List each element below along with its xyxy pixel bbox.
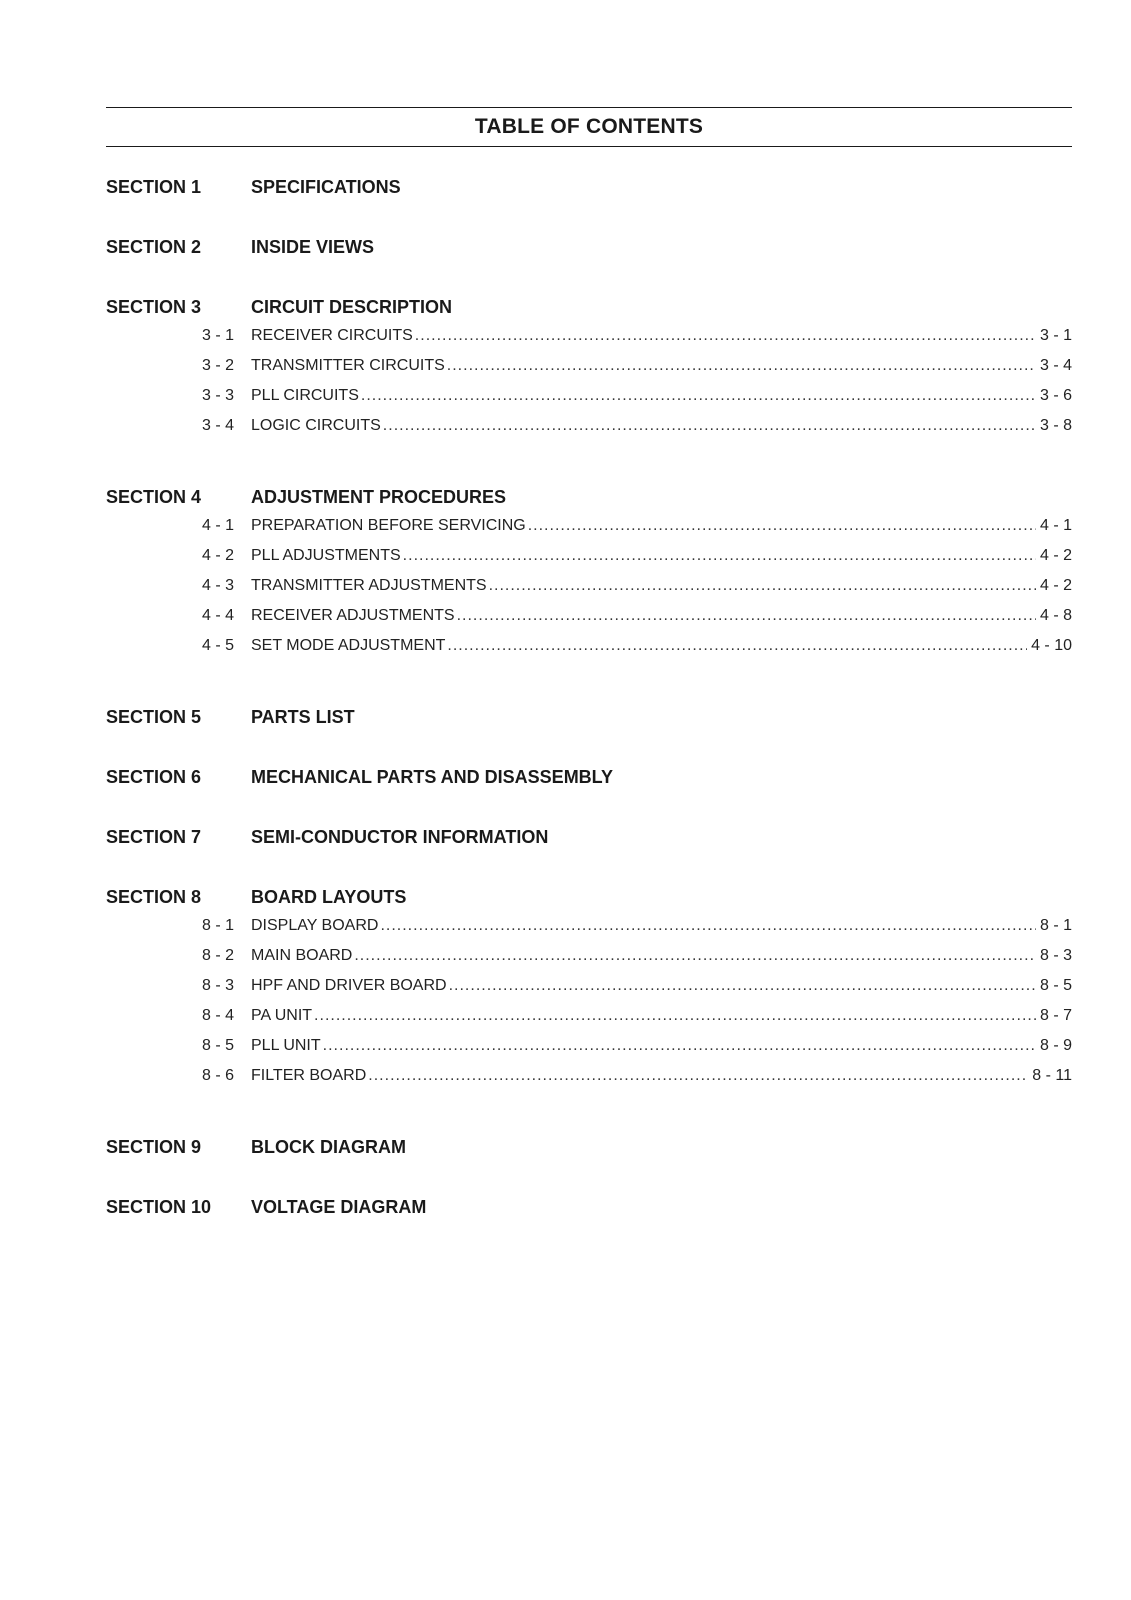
- dot-leader: [368, 1067, 1028, 1085]
- entry-number: 3 - 3: [202, 387, 235, 404]
- toc-section: [106, 237, 1072, 257]
- dot-leader: [354, 947, 1036, 965]
- section-number: 4: [191, 487, 202, 507]
- toc-entry[interactable]: [106, 1007, 1072, 1037]
- entry-label: PLL UNIT: [251, 1037, 321, 1054]
- entry-page-number: 4 - 10: [1031, 637, 1072, 654]
- entry-page-number: 8 - 3: [1039, 947, 1072, 964]
- section-list: [106, 177, 1072, 1217]
- entry-page-number: 3 - 8: [1039, 417, 1072, 434]
- section-title: INSIDE VIEWS: [251, 237, 375, 257]
- entry-page-number: 8 - 7: [1039, 1007, 1072, 1024]
- section-number: 10: [191, 1197, 212, 1217]
- entry-label: DISPLAY BOARD: [251, 917, 379, 934]
- section-heading[interactable]: [106, 767, 1072, 787]
- dot-leader: [457, 607, 1036, 625]
- section-heading[interactable]: [106, 237, 1072, 257]
- dot-leader: [528, 517, 1036, 535]
- dot-leader: [403, 547, 1036, 565]
- section-word: SECTION: [106, 177, 187, 197]
- toc-section: [106, 1137, 1072, 1157]
- section-heading[interactable]: [106, 297, 1072, 317]
- toc-entry[interactable]: [106, 547, 1072, 577]
- entry-number: 8 - 5: [202, 1037, 235, 1054]
- toc-section: [106, 177, 1072, 197]
- entry-number: 4 - 5: [202, 637, 235, 654]
- section-number: 7: [191, 827, 202, 847]
- section-word: SECTION: [106, 487, 187, 507]
- toc-section: [106, 297, 1072, 447]
- dot-leader: [383, 417, 1036, 435]
- dot-leader: [361, 387, 1036, 405]
- section-word: SECTION: [106, 767, 187, 787]
- section-title: VOLTAGE DIAGRAM: [251, 1197, 427, 1217]
- section-heading[interactable]: [106, 887, 1072, 907]
- toc-section: [106, 1197, 1072, 1217]
- dot-leader: [380, 917, 1036, 935]
- toc-entry[interactable]: [106, 947, 1072, 977]
- section-title: BOARD LAYOUTS: [251, 887, 407, 907]
- dot-leader: [415, 327, 1036, 345]
- toc-entry[interactable]: [106, 637, 1072, 667]
- subsection-list: [106, 517, 1072, 667]
- entry-label: TRANSMITTER CIRCUITS: [251, 357, 445, 374]
- entry-label: RECEIVER ADJUSTMENTS: [251, 607, 455, 624]
- entry-number: 4 - 1: [202, 517, 235, 534]
- entry-label: MAIN BOARD: [251, 947, 353, 964]
- toc-entry[interactable]: [106, 357, 1072, 387]
- toc-entry[interactable]: [106, 327, 1072, 357]
- section-word: SECTION: [106, 707, 187, 727]
- toc-entry[interactable]: [106, 387, 1072, 417]
- entry-number: 4 - 2: [202, 547, 235, 564]
- entry-page-number: 8 - 9: [1039, 1037, 1072, 1054]
- entry-number: 3 - 1: [202, 327, 235, 344]
- subsection-list: [106, 917, 1072, 1097]
- entry-page-number: 4 - 8: [1039, 607, 1072, 624]
- dot-leader: [449, 977, 1036, 995]
- toc-section: [106, 707, 1072, 727]
- entry-number: 8 - 2: [202, 947, 235, 964]
- toc-section: [106, 887, 1072, 1097]
- toc-section: [106, 487, 1072, 667]
- entry-label: PLL ADJUSTMENTS: [251, 547, 401, 564]
- entry-label: HPF AND DRIVER BOARD: [251, 977, 447, 994]
- section-word: SECTION: [106, 237, 187, 257]
- entry-number: 3 - 4: [202, 417, 235, 434]
- entry-label: RECEIVER CIRCUITS: [251, 327, 413, 344]
- entry-number: 8 - 6: [202, 1067, 235, 1084]
- entry-page-number: 4 - 2: [1039, 577, 1072, 594]
- entry-label: PA UNIT: [251, 1007, 313, 1024]
- section-word: SECTION: [106, 297, 187, 317]
- entry-page-number: 8 - 1: [1039, 917, 1072, 934]
- entry-number: 4 - 3: [202, 577, 235, 594]
- entry-number: 8 - 3: [202, 977, 235, 994]
- dot-leader: [489, 577, 1036, 595]
- section-title: CIRCUIT DESCRIPTION: [251, 297, 453, 317]
- section-title: PARTS LIST: [251, 707, 355, 727]
- entry-label: LOGIC CIRCUITS: [251, 417, 381, 434]
- section-number: 9: [191, 1137, 202, 1157]
- entry-page-number: 3 - 6: [1039, 387, 1072, 404]
- entry-number: 4 - 4: [202, 607, 235, 624]
- entry-label: PLL CIRCUITS: [251, 387, 359, 404]
- entry-page-number: 3 - 4: [1039, 357, 1072, 374]
- entry-page-number: 4 - 2: [1039, 547, 1072, 564]
- toc-entry[interactable]: [106, 607, 1072, 637]
- toc-entry[interactable]: [106, 1037, 1072, 1067]
- toc-entry[interactable]: [106, 977, 1072, 1007]
- section-heading[interactable]: [106, 1197, 1072, 1217]
- section-title: BLOCK DIAGRAM: [251, 1137, 406, 1157]
- entry-label: SET MODE ADJUSTMENT: [251, 637, 446, 654]
- entry-label: FILTER BOARD: [251, 1067, 367, 1084]
- section-number: 3: [191, 297, 202, 317]
- entry-page-number: 4 - 1: [1039, 517, 1072, 534]
- toc-section: [106, 767, 1072, 787]
- section-word: SECTION: [106, 827, 187, 847]
- toc-section: [106, 827, 1072, 847]
- toc-entry[interactable]: [106, 1067, 1072, 1097]
- toc-page: [106, 107, 1072, 1257]
- section-heading[interactable]: [106, 177, 1072, 197]
- toc-entry[interactable]: [106, 517, 1072, 547]
- section-word: SECTION: [106, 1137, 187, 1157]
- section-title: MECHANICAL PARTS AND DISASSEMBLY: [251, 767, 614, 787]
- section-number: 8: [191, 887, 202, 907]
- entry-page-number: 8 - 11: [1032, 1067, 1072, 1084]
- dot-leader: [314, 1007, 1036, 1025]
- section-heading[interactable]: [106, 487, 1072, 507]
- section-heading[interactable]: [106, 1137, 1072, 1157]
- page-title: TABLE OF CONTENTS: [474, 115, 704, 138]
- entry-number: 3 - 2: [202, 357, 235, 374]
- dot-leader: [323, 1037, 1036, 1055]
- section-number: 1: [191, 177, 202, 197]
- section-title: ADJUSTMENT PROCEDURES: [251, 487, 507, 507]
- toc-entry[interactable]: [106, 917, 1072, 947]
- entry-label: TRANSMITTER ADJUSTMENTS: [251, 577, 487, 594]
- dot-leader: [447, 637, 1027, 655]
- section-heading[interactable]: [106, 707, 1072, 727]
- entry-number: 8 - 1: [202, 917, 235, 934]
- entry-number: 8 - 4: [202, 1007, 235, 1024]
- section-title: SEMI-CONDUCTOR INFORMATION: [251, 827, 549, 847]
- section-title: SPECIFICATIONS: [251, 177, 401, 197]
- section-number: 2: [191, 237, 202, 257]
- entry-page-number: 3 - 1: [1039, 327, 1072, 344]
- section-word: SECTION: [106, 1197, 187, 1217]
- section-word: SECTION: [106, 887, 187, 907]
- entry-page-number: 8 - 5: [1039, 977, 1072, 994]
- subsection-list: [106, 327, 1072, 447]
- toc-entry[interactable]: [106, 577, 1072, 607]
- dot-leader: [447, 357, 1036, 375]
- section-number: 5: [191, 707, 202, 727]
- section-heading[interactable]: [106, 827, 1072, 847]
- section-number: 6: [191, 767, 202, 787]
- toc-entry[interactable]: [106, 417, 1072, 447]
- entry-label: PREPARATION BEFORE SERVICING: [251, 517, 526, 534]
- bottom-rule: [106, 146, 1072, 147]
